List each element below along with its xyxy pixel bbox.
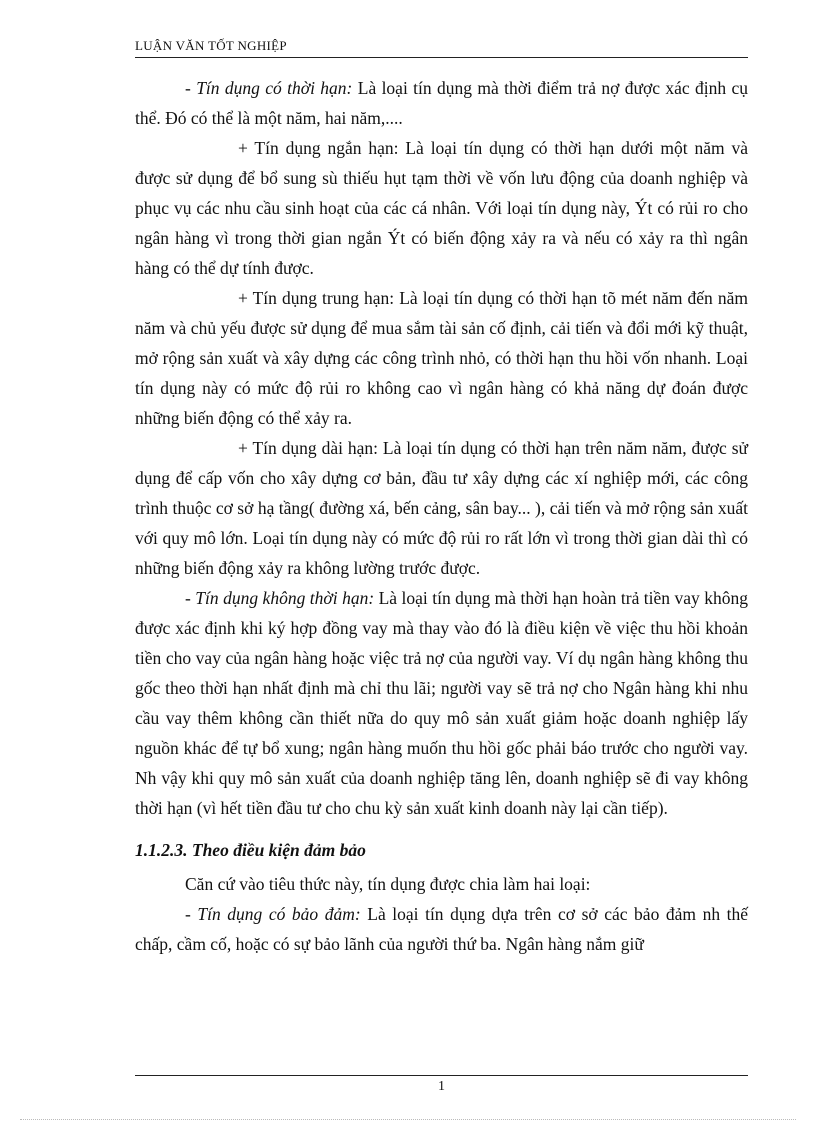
term-label: - Tín dụng có thời hạn: (185, 78, 353, 98)
paragraph-text: Là loại tín dụng mà thời hạn hoàn trả tiền vay không được xác định khi ký hợp đồng vay mà thay vào đó là điều kiện về việc thu hồi khoản tiền cho vay của ngân hàng hoặc việc trả nợ của người vay. Ví dụ ngân hàng không thu gốc theo thời hạn nhất định mà chỉ thu lãi; người vay sẽ trả nợ cho Ngân hàng khi nhu cầu vay thêm không cần thiết nữa do quy mô sản xuất giảm hoặc doanh nghiệp lấy nguồn khác để tự bổ xung; ngân hàng muốn thu hồi gốc phải báo trước cho người vay. Nh vậy khi quy mô sản xuất của doanh nghiệp tăng lên, doanh nghiệp sẽ đi vay không thời hạn (vì hết tiền đầu tư cho chu kỳ sản xuất kinh doanh này lại cần tiếp). (135, 588, 748, 818)
paragraph-text: Là loại tín dụng mà thời điểm trả nợ được xác định cụ thể. Đó có thể là một năm, hai năm,.... (135, 78, 748, 128)
paragraph-fixed-term (135, 73, 748, 133)
page-edge-dotted-line (20, 1119, 796, 1120)
paragraph-secured-credit (135, 899, 748, 959)
document-body (135, 73, 748, 959)
page-number: 1 (438, 1079, 445, 1094)
paragraph-long-term: + Tín dụng dài hạn: Là loại tín dụng có thời hạn trên năm năm, được sử dụng để cấp vốn cho xây dựng cơ bản, đầu tư xây dựng các xí nghiệp mới, các công trình thuộc cơ sở hạ tầng( đường xá, bến cảng, sân bay... ), cải tiến và mở rộng sản xuất với quy mô lớn. Loại tín dụng này có mức độ rủi ro rất lớn vì trong thời gian dài thì có những biến động xảy ra không lường trước được. (135, 438, 748, 578)
paragraph-short-term: + Tín dụng ngắn hạn: Là loại tín dụng có thời hạn dưới một năm và được sử dụng để bổ sung sù thiếu hụt tạm thời về vốn lưu động của doanh nghiệp và phục vụ các nhu cầu sinh hoạt của các cá nhân. Với loại tín dụng này, Ýt có rủi ro cho ngân hàng vì trong thời gian ngắn Ýt có biến động xảy ra và nếu có xảy ra thì ngân hàng có thể dự tính được. (135, 138, 748, 278)
document-header: LUẬN VĂN TỐT NGHIỆP (135, 38, 287, 53)
section-intro: Căn cứ vào tiêu thức này, tín dụng được chia làm hai loại: (185, 874, 591, 894)
header-rule (135, 57, 748, 58)
section-heading: 1.1.2.3. Theo điều kiện đảm bảo (135, 840, 366, 860)
paragraph-text: Là loại tín dụng dựa trên cơ sở các bảo đảm nh thế chấp, cầm cố, hoặc có sự bảo lãnh của người thứ ba. Ngân hàng nắm giữ (135, 904, 749, 954)
paragraph-medium-term: + Tín dụng trung hạn: Là loại tín dụng có thời hạn tõ mét năm đến năm năm và chủ yếu được sử dụng để mua sắm tài sản cố định, cải tiến và đổi mới kỹ thuật, mở rộng sản xuất và xây dựng các công trình nhỏ, có thời hạn thu hồi vốn nhanh. Loại tín dụng này có mức độ rủi ro không cao vì ngân hàng có khả năng dự đoán được những biến động có thể xảy ra. (135, 288, 748, 428)
paragraph-open-term (135, 583, 748, 823)
term-label: - Tín dụng có bảo đảm: (185, 904, 361, 924)
term-label: - Tín dụng không thời hạn: (185, 588, 375, 608)
footer-rule (135, 1075, 748, 1076)
